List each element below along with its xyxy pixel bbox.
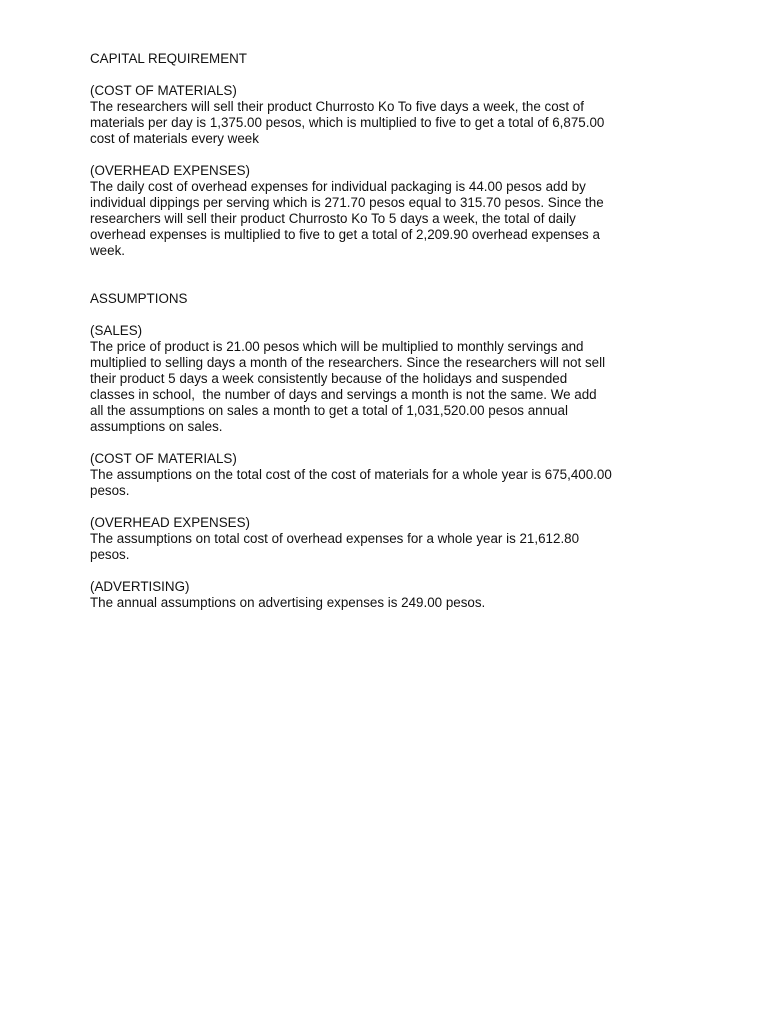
paragraph-line: individual dippings per serving which is 271.70 pesos equal to 315.70 pesos. Since the — [90, 195, 604, 210]
subsection-label-cost-of-materials: (COST OF MATERIALS) — [90, 83, 237, 98]
section-heading-capital-requirement: CAPITAL REQUIREMENT — [90, 51, 247, 66]
paragraph-line: The price of product is 21.00 pesos which will be multiplied to monthly servings and — [90, 339, 584, 354]
paragraph-line: multiplied to selling days a month of the researchers. Since the researchers will not sell — [90, 355, 606, 370]
paragraph-line: The researchers will sell their product Churrosto Ko To five days a week, the cost of — [90, 99, 584, 114]
subsection-label-overhead-expenses-assumptions: (OVERHEAD EXPENSES) — [90, 515, 250, 530]
document-body — [90, 51, 690, 611]
paragraph-line: The daily cost of overhead expenses for individual packaging is 44.00 pesos add by — [90, 179, 586, 194]
paragraph-line: pesos. — [90, 547, 130, 562]
paragraph-line: pesos. — [90, 483, 130, 498]
subsection-label-sales: (SALES) — [90, 323, 143, 338]
subsection-label-advertising: (ADVERTISING) — [90, 579, 190, 594]
paragraph-line: their product 5 days a week consistently because of the holidays and suspended — [90, 371, 568, 386]
subsection-label-overhead-expenses: (OVERHEAD EXPENSES) — [90, 163, 250, 178]
subsection-label-cost-of-materials-assumptions: (COST OF MATERIALS) — [90, 451, 237, 466]
paragraph-line: researchers will sell their product Churrosto Ko To 5 days a week, the total of daily — [90, 211, 576, 226]
paragraph-line: overhead expenses is multiplied to five to get a total of 2,209.90 overhead expenses a — [90, 227, 600, 242]
paragraph-line: all the assumptions on sales a month to get a total of 1,031,520.00 pesos annual — [90, 403, 568, 418]
paragraph-line: cost of materials every week — [90, 131, 259, 146]
section-heading-assumptions: ASSUMPTIONS — [90, 291, 188, 306]
paragraph-line: materials per day is 1,375.00 pesos, which is multiplied to five to get a total of 6,875.00 — [90, 115, 605, 130]
paragraph-line: classes in school, the number of days and servings a month is not the same. We add — [90, 387, 597, 402]
paragraph-line: assumptions on sales. — [90, 419, 223, 434]
paragraph-line: The assumptions on total cost of overhead expenses for a whole year is 21,612.80 — [90, 531, 580, 546]
paragraph-line: The annual assumptions on advertising expenses is 249.00 pesos. — [90, 595, 486, 610]
paragraph-line: week. — [90, 243, 125, 258]
paragraph-line: The assumptions on the total cost of the cost of materials for a whole year is 675,400.00 — [90, 467, 612, 482]
